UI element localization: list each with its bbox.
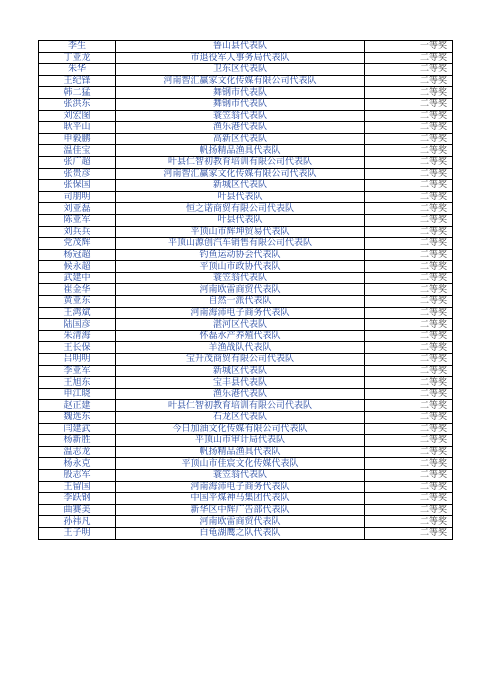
table-row [39,435,453,447]
table-row [39,249,453,261]
prize-level: 二等奖 [365,354,453,366]
team-name: 钓鱼运动协会代表队 [116,249,365,261]
awards-table-body [39,41,453,540]
team-name: 河南海沛电子商务代表队 [116,481,365,493]
participant-name: 陆国彦 [39,319,116,331]
participant-name: 殷志军 [39,469,116,481]
prize-level: 二等奖 [365,504,453,516]
table-row [39,342,453,354]
table-row [39,261,453,273]
team-name: 河南海沛电子商务代表队 [116,307,365,319]
prize-level: 二等奖 [365,261,453,273]
prize-level: 二等奖 [365,272,453,284]
table-row [39,168,453,180]
prize-level: 二等奖 [365,469,453,481]
prize-level: 二等奖 [365,226,453,238]
prize-level: 二等奖 [365,458,453,470]
team-name: 河南欧雷商贸代表队 [116,284,365,296]
participant-name: 丁亚龙 [39,52,116,64]
team-name: 河南欧雷商贸代表队 [116,516,365,528]
participant-name: 李亚军 [39,365,116,377]
participant-name: 温佳宝 [39,145,116,157]
participant-name: 刘兵兵 [39,226,116,238]
prize-level: 二等奖 [365,168,453,180]
participant-name: 陈亚军 [39,214,116,226]
team-name: 河南智汇赢家文化传媒有限公司代表队 [116,75,365,87]
table-row [39,365,453,377]
participant-name: 黄亚东 [39,296,116,308]
prize-level: 二等奖 [365,446,453,458]
table-row [39,191,453,203]
participant-name: 王纪锋 [39,75,116,87]
team-name: 叶县仁智初教育培训有限公司代表队 [116,156,365,168]
participant-name: 孙祎凡 [39,516,116,528]
team-name: 舞钢市代表队 [116,87,365,99]
table-row [39,156,453,168]
participant-name: 韩二猛 [39,87,116,99]
table-row [39,446,453,458]
prize-level: 二等奖 [365,133,453,145]
table-row [39,423,453,435]
prize-level: 二等奖 [365,527,453,539]
prize-level: 二等奖 [365,481,453,493]
team-name: 蓑笠翁代表队 [116,469,365,481]
team-name: 平顶山源创汽车销售有限公司代表队 [116,238,365,250]
prize-level: 二等奖 [365,156,453,168]
table-row [39,458,453,470]
team-name: 羊渔战队代表队 [116,342,365,354]
team-name: 叶县代表队 [116,214,365,226]
prize-level: 二等奖 [365,516,453,528]
team-name: 湛河区代表队 [116,319,365,331]
participant-name: 张贵彦 [39,168,116,180]
participant-name: 候永超 [39,261,116,273]
table-row [39,75,453,87]
table-row [39,319,453,331]
prize-level: 二等奖 [365,493,453,505]
table-row [39,41,453,53]
participant-name: 曲赛美 [39,504,116,516]
prize-level: 二等奖 [365,330,453,342]
participant-name: 王长保 [39,342,116,354]
team-name: 帆扬精品渔具代表队 [116,145,365,157]
prize-level: 二等奖 [365,296,453,308]
team-name: 新华区中辉广告部代表队 [116,504,365,516]
prize-level: 二等奖 [365,435,453,447]
team-name: 恒之诺商贸有限公司代表队 [116,203,365,215]
table-row [39,493,453,505]
prize-level: 二等奖 [365,122,453,134]
prize-level: 二等奖 [365,377,453,389]
team-name: 新城区代表队 [116,365,365,377]
team-name: 平顶山市佳宸文化传媒代表队 [116,458,365,470]
prize-level: 二等奖 [365,98,453,110]
table-row [39,527,453,539]
prize-level: 二等奖 [365,238,453,250]
table-row [39,469,453,481]
table-row [39,52,453,64]
table-row [39,388,453,400]
team-name: 舞钢市代表队 [116,98,365,110]
table-row [39,110,453,122]
team-name: 卫东区代表队 [116,64,365,76]
prize-level: 二等奖 [365,400,453,412]
table-row [39,133,453,145]
table-row [39,504,453,516]
table-row [39,87,453,99]
team-name: 怀磊水产养殖代表队 [116,330,365,342]
table-row [39,307,453,319]
prize-level: 二等奖 [365,87,453,99]
team-name: 自然一派代表队 [116,296,365,308]
prize-level: 二等奖 [365,319,453,331]
team-name: 蓑笠翁代表队 [116,272,365,284]
awards-table [38,40,453,540]
team-name: 白龟湖鹰之队代表队 [116,527,365,539]
team-name: 市退役军人事务局代表队 [116,52,365,64]
participant-name: 赵正建 [39,400,116,412]
table-row [39,226,453,238]
participant-name: 张保国 [39,180,116,192]
team-name: 叶县仁智初教育培训有限公司代表队 [116,400,365,412]
prize-level: 二等奖 [365,214,453,226]
prize-level: 一等奖 [365,41,453,53]
participant-name: 闫建武 [39,423,116,435]
team-name: 石龙区代表队 [116,412,365,424]
table-row [39,214,453,226]
participant-name: 杨永克 [39,458,116,470]
table-row [39,98,453,110]
team-name: 渔乐港代表队 [116,388,365,400]
table-row [39,180,453,192]
prize-level: 二等奖 [365,110,453,122]
team-name: 河南智汇赢家文化传媒有限公司代表队 [116,168,365,180]
team-name: 叶县代表队 [116,191,365,203]
participant-name: 李跃钢 [39,493,116,505]
participant-name: 朱清海 [39,330,116,342]
prize-level: 二等奖 [365,191,453,203]
table-row [39,516,453,528]
team-name: 平顶山市政协代表队 [116,261,365,273]
table-row [39,354,453,366]
table-row [39,64,453,76]
table-row [39,284,453,296]
participant-name: 王留国 [39,481,116,493]
table-row [39,145,453,157]
prize-level: 二等奖 [365,75,453,87]
prize-level: 二等奖 [365,52,453,64]
participant-name: 司朋明 [39,191,116,203]
prize-level: 二等奖 [365,180,453,192]
participant-name: 武建中 [39,272,116,284]
team-name: 宝丰县代表队 [116,377,365,389]
team-name: 平顶山市辉坤贸易代表队 [116,226,365,238]
team-name: 高新区代表队 [116,133,365,145]
participant-name: 申毅鹏 [39,133,116,145]
prize-level: 二等奖 [365,388,453,400]
prize-level: 二等奖 [365,365,453,377]
prize-level: 二等奖 [365,307,453,319]
table-row [39,400,453,412]
participant-name: 崔金华 [39,284,116,296]
team-name: 渔乐港代表队 [116,122,365,134]
prize-level: 二等奖 [365,412,453,424]
participant-name: 刘亚磊 [39,203,116,215]
participant-name: 申江晓 [39,388,116,400]
prize-level: 二等奖 [365,423,453,435]
prize-level: 二等奖 [365,342,453,354]
prize-level: 二等奖 [365,249,453,261]
participant-name: 王鸿斌 [39,307,116,319]
table-row [39,296,453,308]
participant-name: 李生 [39,41,116,53]
table-row [39,377,453,389]
participant-name: 张广超 [39,156,116,168]
participant-name: 杨冠超 [39,249,116,261]
prize-level: 二等奖 [365,203,453,215]
participant-name: 王子明 [39,527,116,539]
team-name: 今日加油文化传媒有限公司代表队 [116,423,365,435]
table-row [39,238,453,250]
table-row [39,481,453,493]
team-name: 平顶山市审计局代表队 [116,435,365,447]
participant-name: 温志龙 [39,446,116,458]
prize-level: 二等奖 [365,284,453,296]
prize-level: 二等奖 [365,64,453,76]
participant-name: 刘宏图 [39,110,116,122]
prize-level: 二等奖 [365,145,453,157]
participant-name: 王旭东 [39,377,116,389]
participant-name: 张洪东 [39,98,116,110]
participant-name: 杨新胜 [39,435,116,447]
table-row [39,122,453,134]
team-name: 新城区代表队 [116,180,365,192]
participant-name: 魏选东 [39,412,116,424]
team-name: 宝升茂商贸有限公司代表队 [116,354,365,366]
team-name: 帆扬精品渔具代表队 [116,446,365,458]
participant-name: 党茂辉 [39,238,116,250]
table-row [39,412,453,424]
team-name: 蓑笠翁代表队 [116,110,365,122]
table-row [39,272,453,284]
table-row [39,203,453,215]
participant-name: 吕明明 [39,354,116,366]
participant-name: 朱华 [39,64,116,76]
participant-name: 耿平山 [39,122,116,134]
team-name: 鲁山县代表队 [116,41,365,53]
table-row [39,330,453,342]
team-name: 中国平煤神马集团代表队 [116,493,365,505]
